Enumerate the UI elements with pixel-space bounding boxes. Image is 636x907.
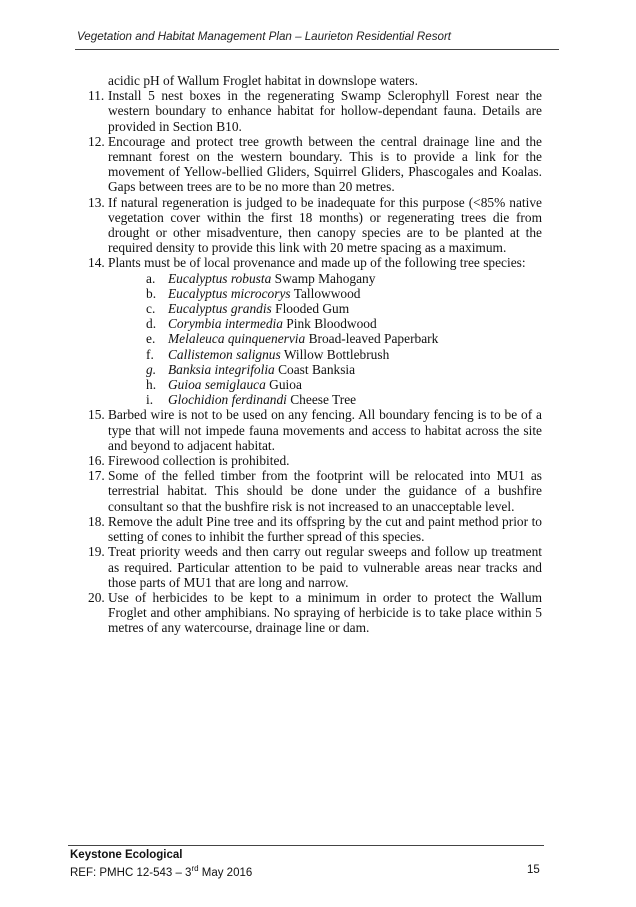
item-text: Encourage and protect tree growth between the central drainage line and the remnant forest on the western boundary. This is to provide a link for the movement of Yellow-bellied Gliders, Squirrel Gliders, Phascogales and Koalas. Gaps between trees are to be no more than 20 metres. bbox=[108, 133, 542, 195]
scientific-name: Corymbia intermedia bbox=[168, 316, 283, 332]
reference-ordinal: rd bbox=[191, 864, 199, 873]
scientific-name: Glochidion ferdinandi bbox=[168, 392, 287, 408]
list-item bbox=[88, 590, 542, 636]
item-number: 14. bbox=[88, 255, 105, 271]
scientific-name: Eucalyptus grandis bbox=[168, 301, 272, 317]
page-header: Vegetation and Habitat Management Plan – Laurieton Residential Resort bbox=[77, 30, 452, 43]
recommendation-list bbox=[88, 88, 542, 635]
item-number: 17. bbox=[88, 468, 105, 484]
species-letter: f. bbox=[146, 346, 154, 362]
common-name: Swamp Mahogany bbox=[271, 270, 376, 286]
item-text: Install 5 nest boxes in the regenerating Swamp Sclerophyll Forest near the western boundary to enhance habitat for hollow-dependant fauna. Details are provided in Section B10. bbox=[108, 88, 542, 134]
scientific-name: Melaleuca quinquenervia bbox=[168, 331, 306, 347]
list-item bbox=[88, 544, 542, 590]
footer-rule bbox=[68, 845, 544, 846]
species-item bbox=[108, 301, 542, 316]
item-text: Plants must be of local provenance and made up of the following tree species: bbox=[108, 255, 526, 271]
scientific-name: Guioa semiglauca bbox=[168, 377, 266, 393]
scientific-name: Callistemon salignus bbox=[168, 346, 281, 362]
common-name: Cheese Tree bbox=[286, 392, 357, 408]
species-item bbox=[108, 271, 542, 286]
species-letter: a. bbox=[146, 270, 156, 286]
item-text: If natural regeneration is judged to be inadequate for this purpose (<85% native vegetation cover within the first 18 months) or regenerating trees die from drought or other misadventure, then canopy species are to be planted at the required density to provide this link with 20 metre spacing as a maximum. bbox=[108, 194, 542, 256]
species-letter: c. bbox=[146, 301, 156, 317]
footer-organisation: Keystone Ecological bbox=[70, 849, 183, 861]
list-item bbox=[88, 407, 542, 453]
item-number: 15. bbox=[88, 407, 105, 423]
item-number: 12. bbox=[88, 133, 105, 149]
intro-text: acidic pH of Wallum Froglet habitat in downslope waters. bbox=[108, 73, 418, 88]
item-text: Firewood collection is prohibited. bbox=[108, 453, 290, 469]
item-text: Some of the felled timber from the footprint will be relocated into MU1 as terrestrial habitat. This should be done under the guidance of a bushfire consultant so that the bushfire risk is not increased to an unacceptable level. bbox=[108, 468, 542, 514]
common-name: Willow Bottlebrush bbox=[280, 346, 390, 362]
item-text: Use of herbicides to be kept to a minimum in order to protect the Wallum Froglet and other amphibians. No spraying of herbicide is to take place within 5 metres of any watercourse, drainage line or dam. bbox=[108, 589, 542, 636]
species-item bbox=[108, 392, 542, 407]
scientific-name: Banksia integrifolia bbox=[168, 361, 275, 377]
list-item bbox=[88, 88, 542, 134]
list-item bbox=[88, 514, 542, 544]
species-letter: g. bbox=[146, 361, 157, 377]
species-letter: h. bbox=[146, 377, 157, 393]
species-item bbox=[108, 286, 542, 301]
list-item bbox=[88, 195, 542, 256]
item-text: Remove the adult Pine tree and its offspring by the cut and paint method prior to setting of cones to inhibit the further spread of this species. bbox=[108, 513, 542, 545]
item-number: 20. bbox=[88, 589, 105, 605]
item-text: Treat priority weeds and then carry out regular sweeps and follow up treatment as required. Particular attention to be paid to vulnerable areas near tracks and those parts of MU1 that are long and narrow. bbox=[108, 544, 542, 590]
scientific-name: Eucalyptus robusta bbox=[168, 270, 272, 286]
item-number: 11. bbox=[88, 88, 105, 104]
list-item bbox=[88, 255, 542, 407]
species-letter: e. bbox=[146, 331, 156, 347]
list-item bbox=[88, 468, 542, 514]
common-name: Broad-leaved Paperbark bbox=[305, 331, 439, 347]
common-name: Pink Bloodwood bbox=[282, 316, 377, 332]
species-letter: d. bbox=[146, 316, 157, 332]
reference-suffix: May 2016 bbox=[198, 866, 253, 879]
species-item bbox=[108, 377, 542, 392]
list-item bbox=[88, 134, 542, 195]
item-number: 19. bbox=[88, 544, 105, 560]
header-rule bbox=[75, 49, 559, 50]
item-number: 18. bbox=[88, 513, 105, 529]
item-number: 13. bbox=[88, 194, 105, 210]
species-item bbox=[108, 362, 542, 377]
species-letter: i. bbox=[146, 392, 154, 408]
species-item bbox=[108, 347, 542, 362]
document-body bbox=[88, 73, 542, 636]
footer-reference bbox=[70, 864, 252, 879]
species-letter: b. bbox=[146, 285, 157, 301]
page-number: 15 bbox=[527, 864, 540, 876]
species-list bbox=[108, 271, 542, 408]
scientific-name: Eucalyptus microcorys bbox=[168, 285, 291, 301]
common-name: Flooded Gum bbox=[271, 301, 350, 317]
common-name: Tallowwood bbox=[290, 285, 361, 301]
common-name: Coast Banksia bbox=[274, 361, 356, 377]
species-item bbox=[108, 316, 542, 331]
item-number: 16. bbox=[88, 453, 105, 469]
common-name: Guioa bbox=[265, 377, 302, 393]
list-item bbox=[88, 453, 542, 468]
item-text: Barbed wire is not to be used on any fencing. All boundary fencing is to be of a type that will not impede fauna movements and access to habitat across the site and beyond to adjacent habitat. bbox=[108, 407, 542, 453]
species-item bbox=[108, 331, 542, 346]
reference-prefix: REF: PMHC 12-543 – 3 bbox=[70, 866, 192, 879]
